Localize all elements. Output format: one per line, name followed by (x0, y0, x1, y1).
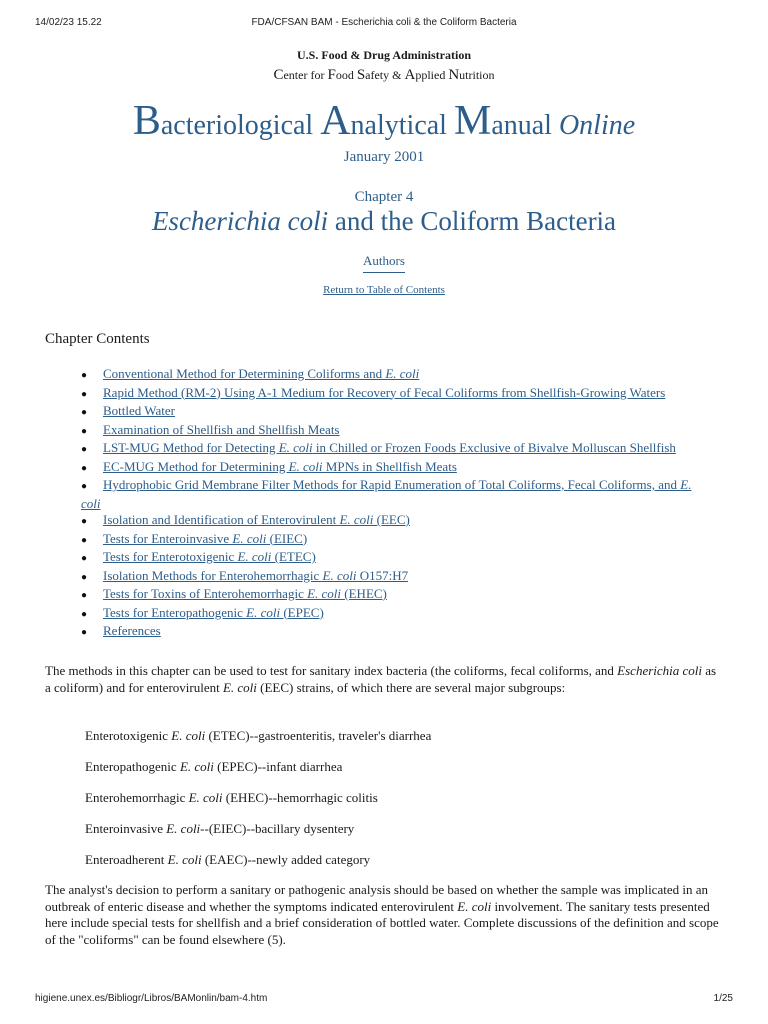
toc-link-ec-mug-method[interactable]: EC-MUG Method for Determining E. coli MPNs in Shellfish Meats (103, 458, 457, 474)
toc-link-o157-isolation[interactable]: Isolation Methods for Enterohemorrhagic E. coli O157:H7 (103, 567, 409, 583)
toc-link-lst-mug-method[interactable]: LST-MUG Method for Detecting E. coli in Chilled or Frozen Foods Exclusive of Bivalve Molluscan Shellfish (103, 440, 676, 455)
print-datetime: 14/02/23 15.22 (35, 17, 102, 28)
list-item: ● Isolation and Identification of Enterovirulent E. coli (EEC) (81, 512, 410, 527)
list-item: ● References (81, 623, 161, 638)
subgroup-eiec: Enteroinvasive E. coli--(EIEC)--bacillary dysentery (85, 821, 355, 836)
toc-link-rapid-method[interactable]: Rapid Method (RM-2) Using A-1 Medium for Recovery of Fecal Coliforms from Shellfish-Growing Waters (103, 384, 666, 400)
chapter-title: Escherichia coli and the Coliform Bacteria (151, 206, 617, 236)
list-item: ● Tests for Enteropathogenic E. coli (EPEC) (81, 604, 324, 620)
toc-link-eiec-tests[interactable]: Tests for Enteroinvasive E. coli (EIEC) (103, 530, 308, 546)
list-item: ● Tests for Toxins of Enterohemorrhagic E. coli (EHEC) (81, 586, 387, 601)
print-page-number: 1/25 (713, 993, 733, 1004)
list-item: ● Conventional Method for Determining Coliforms and E. coli (81, 366, 420, 381)
print-url: higiene.unex.es/Bibliogr/Libros/BAMonlin/bam-4.htm (35, 993, 268, 1004)
toc-link-conventional-method[interactable]: Conventional Method for Determining Coliforms and E. coli (103, 366, 420, 381)
list-item: ● Tests for Enteroinvasive E. coli (EIEC) (81, 530, 308, 546)
analyst-paragraph: The analyst's decision to perform a sanitary or pathogenic analysis should be based on whether the sample was implicated in an outbreak of enteric disease and whether the symptoms indicated enterovirulent E. coli involvement. The sanitary tests presented here include special tests for shellfish and a brief consideration of bottled water. Complete discussions of the definition and scope of the "coliforms" can be found elsewhere (5). (45, 882, 719, 947)
list-item: ● Isolation Methods for Enterohemorrhagic E. coli O157:H7 (81, 567, 409, 583)
toc-link-bottled-water[interactable]: Bottled Water (103, 403, 176, 418)
subgroup-epec: Enteropathogenic E. coli (EPEC)--infant diarrhea (85, 759, 343, 774)
manual-title: Bacteriological Analytical Manual Online (132, 98, 636, 144)
toc-link-etec-tests[interactable]: Tests for Enterotoxigenic E. coli (ETEC) (103, 549, 316, 564)
chapter-label: Chapter 4 (354, 189, 414, 205)
toc-link-references[interactable]: References (103, 623, 161, 638)
list-item: ● Rapid Method (RM-2) Using A-1 Medium for Recovery of Fecal Coliforms from Shellfish-Growing Waters (81, 384, 666, 400)
list-item: ● Tests for Enterotoxigenic E. coli (ETEC) (81, 549, 316, 564)
chapter-contents-list (81, 366, 701, 642)
subgroup-eaec: Enteroadherent E. coli (EAEC)--newly added category (85, 852, 371, 867)
edition-date: January 2001 (343, 149, 425, 165)
list-item: ● EC-MUG Method for Determining E. coli MPNs in Shellfish Meats (81, 458, 457, 474)
list-item: ● Bottled Water (81, 403, 176, 418)
intro-paragraph: The methods in this chapter can be used to test for sanitary index bacteria (the coliforms, fecal coliforms, and Escherichia coli as a coliform) and for enterovirulent E. coli (EEC) strains, of which there are several major subgroups: (45, 663, 717, 695)
subgroup-etec: Enterotoxigenic E. coli (ETEC)--gastroenteritis, traveler's diarrhea (85, 728, 432, 743)
list-item: ● Hydrophobic Grid Membrane Filter Methods for Rapid Enumeration of Total Coliforms, Fecal Coliforms, and E. coli (81, 477, 692, 511)
authors-link[interactable]: Authors (363, 253, 405, 273)
chapter-contents-heading: Chapter Contents (45, 331, 150, 347)
toc-link-ehec-toxins[interactable]: Tests for Toxins of Enterohemorrhagic E. coli (EHEC) (103, 586, 387, 601)
toc-link-shellfish-examination[interactable]: Examination of Shellfish and Shellfish Meats (103, 421, 340, 437)
toc-link-hgmf-methods[interactable]: Hydrophobic Grid Membrane Filter Methods for Rapid Enumeration of Total Coliforms, Fecal Coliforms, and E. coli (81, 477, 692, 511)
list-item: ● LST-MUG Method for Detecting E. coli in Chilled or Frozen Foods Exclusive of Bivalve Molluscan Shellfish (81, 440, 676, 455)
subgroup-ehec: Enterohemorrhagic E. coli (EHEC)--hemorrhagic colitis (85, 790, 378, 805)
list-item: ● Examination of Shellfish and Shellfish Meats (81, 421, 340, 437)
agency-name: U.S. Food & Drug Administration (296, 48, 472, 62)
toc-link-eec-isolation[interactable]: Isolation and Identification of Enterovirulent E. coli (EEC) (103, 512, 410, 527)
toc-link-epec-tests[interactable]: Tests for Enteropathogenic E. coli (EPEC) (103, 604, 324, 620)
center-name: Center for Food Safety & Applied Nutrition (273, 67, 495, 83)
print-page-title: FDA/CFSAN BAM - Escherichia coli & the Coliform Bacteria (251, 17, 517, 28)
return-to-toc-link[interactable]: Return to Table of Contents (323, 284, 445, 296)
